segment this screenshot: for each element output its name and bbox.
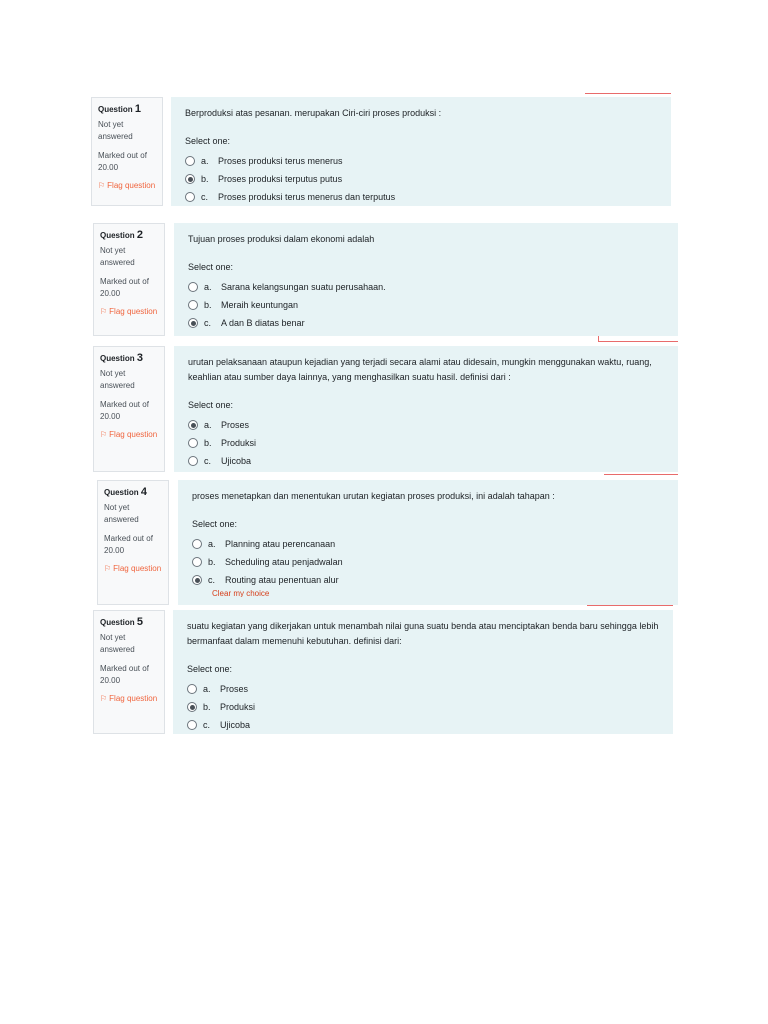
flag-question-link[interactable]: ⚐ Flag question — [104, 564, 162, 573]
radio-button[interactable] — [185, 156, 195, 166]
question-status: Not yet answered — [100, 369, 135, 390]
select-one-prompt: Select one: — [187, 664, 233, 674]
option-text: Proses — [220, 683, 249, 694]
radio-button[interactable] — [188, 300, 198, 310]
radio-button[interactable] — [192, 557, 202, 567]
question-text: Berproduksi atas pesanan. merupakan Ciri-ciri proses produksi : — [185, 108, 442, 118]
question-content — [171, 97, 671, 206]
flag-question-link[interactable]: ⚐ Flag question — [98, 181, 156, 190]
option-text: Produksi — [221, 437, 257, 448]
answer-option[interactable]: c. Ujicoba — [187, 716, 659, 734]
flag-icon: ⚐ — [100, 694, 108, 703]
question-status: Not yet answered — [100, 246, 135, 267]
question-4 — [97, 480, 678, 605]
option-text: Proses produksi terus menerus — [218, 155, 343, 166]
radio-button[interactable] — [188, 456, 198, 466]
answer-option[interactable]: a. Proses — [187, 680, 659, 698]
clear-choice-link[interactable]: Clear my choice — [212, 589, 270, 597]
divider-line — [598, 341, 678, 342]
radio-button[interactable] — [188, 438, 198, 448]
question-mark: Marked out of 20.00 — [100, 664, 149, 685]
answer-option[interactable]: c. A dan B diatas benar — [188, 314, 664, 332]
option-text: Ujicoba — [220, 719, 251, 730]
question-info — [93, 610, 165, 734]
answer-option[interactable]: c. Routing atau penentuan alur — [192, 571, 664, 589]
radio-button[interactable] — [187, 702, 197, 712]
question-mark: Marked out of 20.00 — [98, 151, 147, 172]
question-mark: Marked out of 20.00 — [100, 277, 149, 298]
question-2 — [93, 223, 678, 336]
question-info — [97, 480, 169, 605]
question-title: Question 4 — [104, 486, 148, 498]
flag-icon: ⚐ — [100, 430, 108, 439]
option-text: Proses — [221, 419, 250, 430]
question-1 — [91, 97, 671, 206]
radio-button[interactable] — [185, 174, 195, 184]
radio-button[interactable] — [187, 684, 197, 694]
option-text: Sarana kelangsungan suatu perusahaan. — [221, 281, 386, 292]
question-title: Question 5 — [100, 616, 144, 628]
question-3 — [93, 346, 678, 472]
flag-icon: ⚐ — [104, 564, 112, 573]
radio-button[interactable] — [185, 192, 195, 202]
question-title: Question 3 — [100, 352, 144, 364]
option-text: Scheduling atau penjadwalan — [225, 556, 343, 567]
question-text: proses menetapkan dan menentukan urutan kegiatan proses produksi, ini adalah tahapan : — [192, 491, 555, 501]
radio-button[interactable] — [192, 575, 202, 585]
answer-option[interactable]: a. Proses produksi terus menerus — [185, 152, 657, 170]
divider-line — [585, 93, 671, 94]
select-one-prompt: Select one: — [188, 400, 234, 410]
question-title: Question 2 — [100, 229, 144, 241]
question-text: suatu kegiatan yang dikerjakan untuk menambah nilai guna suatu benda atau menciptakan benda baru sehingga lebih bermanfaat dalam memenuhi kebutuhan. definisi dari: — [187, 621, 659, 646]
question-title: Question 1 — [98, 103, 142, 115]
question-content — [174, 346, 678, 472]
answer-option[interactable]: b. Proses produksi terputus putus — [185, 170, 657, 188]
flag-question-link[interactable]: ⚐ Flag question — [100, 307, 158, 316]
option-text: Planning atau perencanaan — [225, 538, 336, 549]
option-text: Routing atau penentuan alur — [225, 574, 339, 585]
answer-option[interactable]: a. Sarana kelangsungan suatu perusahaan. — [188, 278, 664, 296]
answer-option[interactable]: c. Proses produksi terus menerus dan terputus — [185, 188, 657, 206]
option-text: Proses produksi terus menerus dan terputus — [218, 191, 396, 202]
radio-button[interactable] — [188, 282, 198, 292]
radio-button[interactable] — [188, 318, 198, 328]
question-info — [91, 97, 163, 206]
radio-button[interactable] — [187, 720, 197, 730]
question-mark: Marked out of 20.00 — [100, 400, 149, 421]
divider-line — [598, 336, 599, 341]
option-text: Meraih keuntungan — [221, 299, 299, 310]
option-text: Produksi — [220, 701, 256, 712]
question-status: Not yet answered — [98, 120, 133, 141]
question-mark: Marked out of 20.00 — [104, 534, 153, 555]
answer-option[interactable]: a. Planning atau perencanaan — [192, 535, 664, 553]
flag-question-link[interactable]: ⚐ Flag question — [100, 430, 158, 439]
select-one-prompt: Select one: — [188, 262, 234, 272]
option-text: Ujicoba — [221, 455, 252, 466]
question-5 — [93, 610, 673, 734]
answer-option[interactable]: a. Proses — [188, 416, 664, 434]
flag-question-link[interactable]: ⚐ Flag question — [100, 694, 158, 703]
select-one-prompt: Select one: — [185, 136, 231, 146]
question-text: urutan pelaksanaan ataupun kejadian yang terjadi secara alami atau didesain, mungkin menggunakan waktu, ruang, keahlian atau sumber daya lainnya, yang menghasilkan suatu hasil. definisi dari : — [188, 357, 652, 382]
question-info — [93, 223, 165, 336]
question-status: Not yet answered — [104, 503, 139, 524]
radio-button[interactable] — [188, 420, 198, 430]
flag-icon: ⚐ — [100, 307, 108, 316]
question-info — [93, 346, 165, 472]
answer-option[interactable]: b. Produksi — [187, 698, 659, 716]
flag-icon: ⚐ — [98, 181, 106, 190]
option-text: A dan B diatas benar — [221, 317, 305, 328]
question-content — [173, 610, 673, 734]
divider-line — [587, 605, 673, 606]
answer-option[interactable]: c. Ujicoba — [188, 452, 664, 470]
select-one-prompt: Select one: — [192, 519, 238, 529]
answer-option[interactable]: b. Meraih keuntungan — [188, 296, 664, 314]
divider-line — [604, 474, 678, 475]
question-status: Not yet answered — [100, 633, 135, 654]
question-content — [178, 480, 678, 605]
option-text: Proses produksi terputus putus — [218, 173, 343, 184]
question-text: Tujuan proses produksi dalam ekonomi adalah — [188, 234, 375, 244]
answer-option[interactable]: b. Produksi — [188, 434, 664, 452]
radio-button[interactable] — [192, 539, 202, 549]
question-content — [174, 223, 678, 336]
answer-option[interactable]: b. Scheduling atau penjadwalan — [192, 553, 664, 571]
